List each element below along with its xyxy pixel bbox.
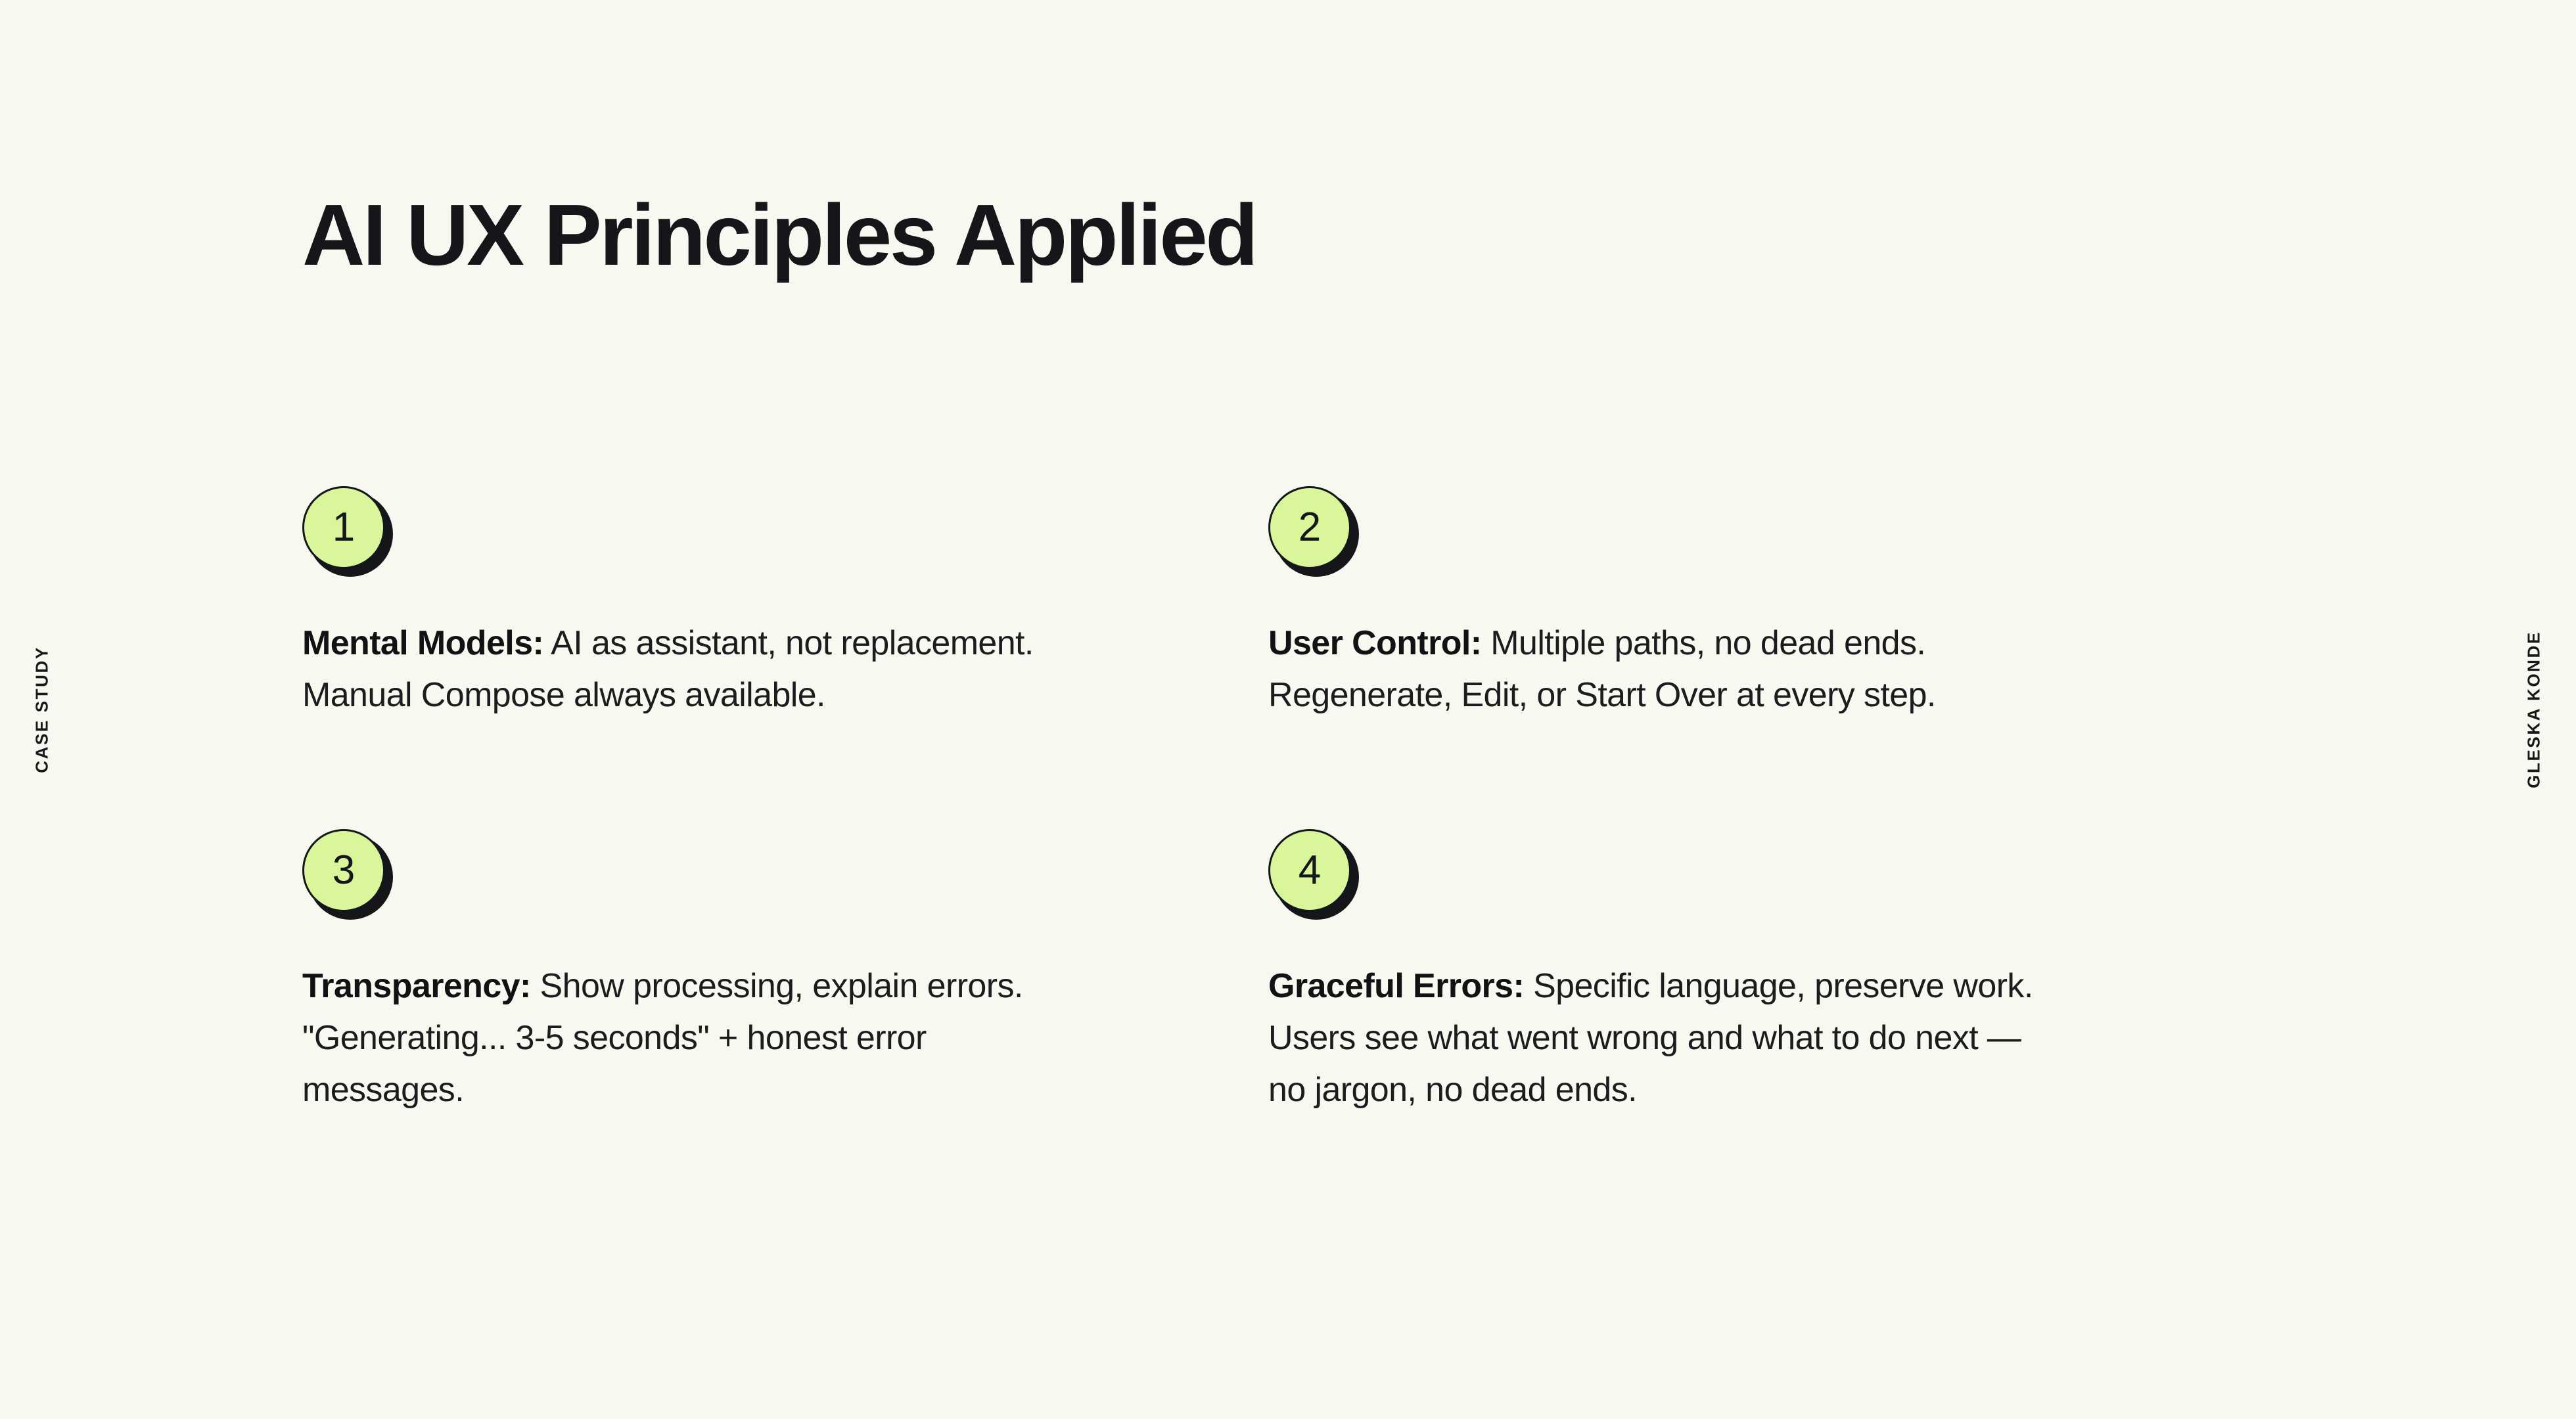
principle-text-3 xyxy=(302,960,1084,1116)
principle-body-4: Specific language, preserve work. Users see what went wrong and what to do next — no jargon, no dead ends. xyxy=(1268,967,2033,1110)
page-title: AI UX Principles Applied xyxy=(302,187,1256,284)
principle-badge-1 xyxy=(302,486,400,583)
principle-body-1: AI as assistant, not replacement. Manual Compose always available. xyxy=(302,624,1034,715)
badge-number-1: 1 xyxy=(302,486,385,569)
principle-item-3 xyxy=(302,829,1091,1150)
principles-grid xyxy=(302,486,2234,1150)
principle-item-1 xyxy=(302,486,1091,755)
principle-lead-3: Transparency: xyxy=(302,967,531,1006)
principle-badge-3 xyxy=(302,829,400,926)
principle-lead-1: Mental Models: xyxy=(302,624,544,662)
principle-item-4 xyxy=(1268,829,2057,1150)
principle-text-2 xyxy=(1268,618,2050,721)
badge-number-2: 2 xyxy=(1268,486,1351,569)
principle-item-2 xyxy=(1268,486,2057,755)
principle-body-2: Multiple paths, no dead ends. Regenerate, Edit, or Start Over at every step. xyxy=(1268,624,1936,715)
principle-text-4 xyxy=(1268,960,2050,1116)
principle-badge-2 xyxy=(1268,486,1366,583)
side-label-case-study: CASE STUDY xyxy=(32,646,52,773)
principle-badge-4 xyxy=(1268,829,1366,926)
badge-number-4: 4 xyxy=(1268,829,1351,912)
principle-text-1 xyxy=(302,618,1084,721)
principle-body-3: Show processing, explain errors. "Generating... 3-5 seconds" + honest error messages. xyxy=(302,967,1023,1110)
principle-lead-4: Graceful Errors: xyxy=(1268,967,1525,1006)
badge-number-3: 3 xyxy=(302,829,385,912)
side-label-brand: GLESKA KONDE xyxy=(2523,631,2544,788)
principle-lead-2: User Control: xyxy=(1268,624,1482,662)
